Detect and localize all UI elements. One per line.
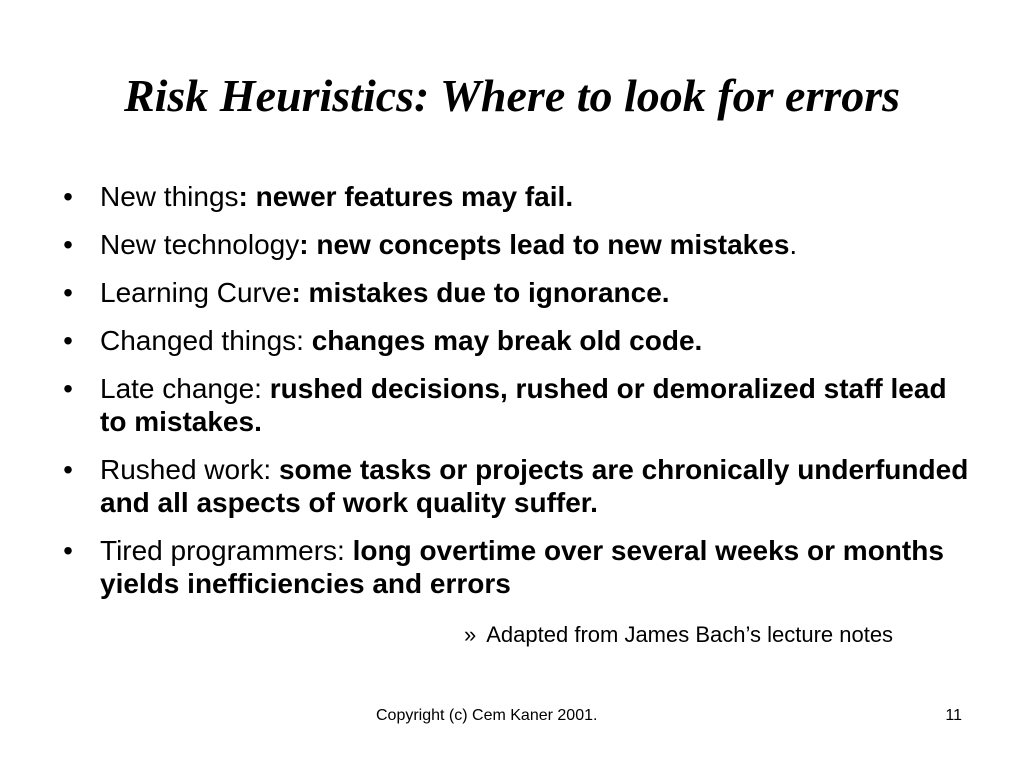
bullet-term: New things	[100, 181, 239, 212]
bullet-description: changes may break old code.	[311, 325, 703, 356]
footer-copyright: Copyright (c) Cem Kaner 2001.	[376, 707, 598, 724]
bullet-item-rushed-work	[58, 453, 978, 519]
bullet-list	[58, 180, 978, 615]
bullet-icon: •	[63, 229, 73, 260]
bullet-item-tired-programmers	[58, 534, 978, 600]
bullet-item-late-change	[58, 372, 978, 438]
bullet-description: long overtime over several weeks or months yields inefficiencies and errors	[100, 535, 944, 599]
bullet-description: rushed decisions, rushed or demoralized staff lead to mistakes.	[100, 373, 947, 437]
bullet-icon: •	[63, 535, 73, 566]
bullet-term: Learning Curve	[100, 277, 292, 308]
bullet-icon: •	[63, 373, 73, 404]
bullet-description: : new concepts lead to new mistakes	[299, 229, 790, 260]
bullet-term: New technology	[100, 229, 300, 260]
attribution-note	[464, 621, 893, 649]
bullet-item-new-technology	[58, 228, 978, 261]
bullet-item-new-things	[58, 180, 978, 213]
slide-title: Risk Heuristics: Where to look for errors	[123, 70, 901, 121]
bullet-term: Rushed work:	[100, 454, 279, 485]
bullet-item-learning-curve	[58, 276, 978, 309]
attribution-text: Adapted from James Bach’s lecture notes	[486, 622, 894, 647]
bullet-term: Tired programmers:	[100, 535, 353, 566]
bullet-icon: •	[63, 325, 73, 356]
bullet-term: Changed things:	[100, 325, 312, 356]
bullet-tail: .	[789, 229, 798, 260]
bullet-icon: •	[63, 181, 73, 212]
bullet-icon: •	[63, 454, 73, 485]
bullet-term: Late change:	[100, 373, 270, 404]
bullet-description: : newer features may fail.	[238, 181, 574, 212]
raquo-bullet-icon: »	[464, 622, 477, 647]
page-number: 11	[945, 707, 962, 724]
bullet-description: : mistakes due to ignorance.	[291, 277, 670, 308]
bullet-icon: •	[63, 277, 73, 308]
bullet-description: some tasks or projects are chronically underfunded and all aspects of work quality suffer.	[100, 454, 969, 518]
bullet-item-changed-things	[58, 324, 978, 357]
